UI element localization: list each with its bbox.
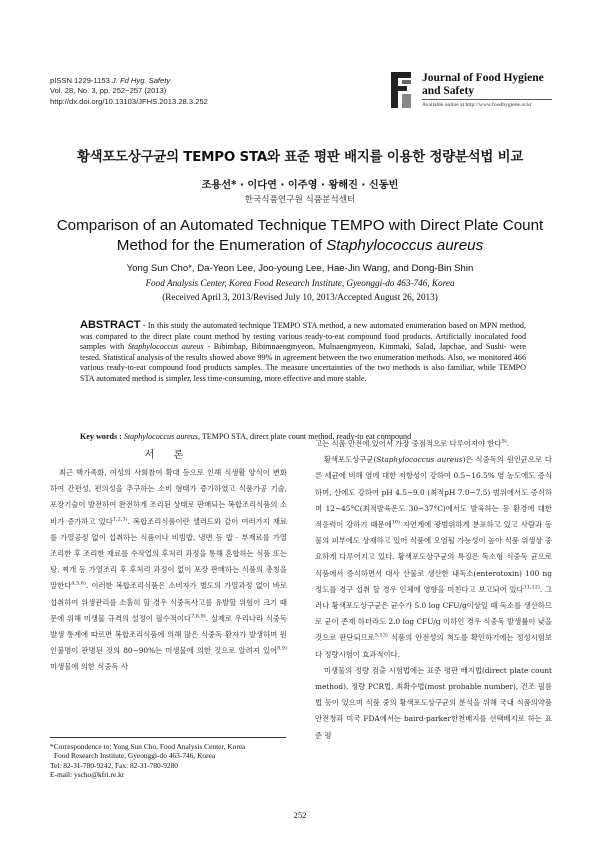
korean-title: 황색포도상구균의 TEMPO STA와 표준 평판 배지를 이용한 정량분석법 비교	[76, 150, 524, 165]
citation: 11,12)	[523, 584, 540, 591]
logo-url[interactable]: Available online at http://www.foodhygiene.or.kr	[422, 102, 532, 108]
journal-logo-icon	[388, 70, 416, 110]
english-authors: Yong Sun Cho*, Da-Yeon Lee, Joo-young Lee, Hae-Jin Wang, and Dong-Bin Shin	[126, 263, 474, 274]
citation: 5)	[501, 438, 507, 445]
body-column-right	[315, 436, 552, 766]
citation: 10)	[391, 519, 401, 526]
paragraph: 고는 식품 안전에 있어서 가장 중점적으로 다루어져야 한다$^{5)}$.	[315, 438, 510, 448]
volume-line: Vol. 28, No. 3, pp. 252~257 (2013)	[50, 86, 167, 96]
keywords: Key words : Staphylococcus aureus, TEMPO STA, direct plate count method, ready-to eat compound	[80, 432, 412, 441]
korean-affiliation: 한국식품연구원 식품분석센터	[244, 195, 356, 205]
journal-logo	[388, 70, 558, 120]
footnote-divider	[50, 737, 286, 738]
korean-authors: 조용선* · 이다연 · 이주영 · 왕해진 · 신동빈	[201, 180, 399, 191]
paragraph: 최근 핵가족화, 여성의 사회참여 확대 등으로 인해 식생활 양식이 변화하여 간편성, 편의성을 추구하는 소비 형태가 증가하였고 식품가공 기술, 포장기술이 발전하여 완전하게 조리된 상태로 판매되는 복합조리식품의 소비가 증가하고 있다$^{1,2,3)}$. 복합조리식품이란 샐러드와 같이 여러가지 재료를 가열공정 없이 섭취하는 식품이나 비빔밥, 냉면 등 밥 · 부재료를 가열 조리한 후 조리한 재료를 수작업의 후처리 과정을 통해 혼합하는 식품 또는 탕, 찌개 등 가열조리 후 후처리 과정이 없이 포장 판매하는 식품의 총칭을 말한다$^{4,5,6)}$. 이러한 복합조리식품은 소비자가 별도의 가열과정 없이 바로 섭취하여 위생관리를 소홀히 할 경우 식중독사고를 유발할 위험이 크기 때문에 위해 미생물 규격의 설정이 필수적이다$^{7,8,9)}$. 실제로 우리나라 식중독 발생 통계에 따르면 복합조리식품에 의해 많은 식중독 환자가 발생하며 원인불명이 판명된 것의 80~90%는 미생물에 의한 것으로 알려져 있어$^{8,9)}$ 미생물에 의한 식중독 사	[50, 468, 287, 672]
received-dates: (Received April 3, 2013/Revised July 10, 2013/Accepted August 26, 2013)	[162, 292, 438, 302]
logo-divider	[422, 99, 552, 100]
page-number: 252	[293, 810, 307, 820]
doi-link[interactable]: http://dx.doi.org/10.13103/JFHS.2013.28.3.252	[50, 96, 208, 106]
abstract: ABSTRACT - In this study the automated technique TEMPO STA method, a new automated enumeration based on MPN method, was compared to the direct plate count method by testing various ready-to-eat compound food products. Artificially inoculated food samples with Staphylococcus aureus - Bibimbap, Bibimnaengmyeon, Mulnaengmyeon, Kimmaki, Salad, Japchae, and Sushi- were tested. Statistical analysis of the results showed above 99% in agreement between the two enumeration methods. Also, we monitored 466 various ready-to-eat compound food products samples. The measure uncertainties of the two methods is also familiar, while TEMPO STA automated method is simpler, less time-consuming, more effective and more stable.	[80, 319, 527, 383]
abstract-heading: ABSTRACT	[80, 319, 141, 331]
paragraph: 미생물의 정량 검출 시험법에는 표준 평판 배지법(direct plate count method), 정량 PCR법, 최확수법(most probable number), 건조 필름법 등이 있으며 식품 중의 황색포도상구균의 분석을 위해 국내 식품의약품안전청과 미국 FDA에서는 baird-parker한천배지를 선택배지로 하는 표준 평	[315, 665, 552, 740]
body-column-left	[50, 465, 287, 713]
section-heading-introduction: 서 론	[144, 450, 192, 461]
correspondence-footnote: *Correspondence to: Yong Sun Cho, Food Analysis Center, Korea Food Research Institute, Gyeonggi-do 463-746, Korea Tel: 82-31-780-9242, Fax: 82-31-780-9280 E-mail: yscho@kfri.re.kr	[50, 742, 290, 780]
english-affiliation: Food Analysis Center, Korea Food Research Institute, Gyeonggi-do 463-746, Korea	[145, 278, 455, 288]
keywords-label: Key words :	[80, 432, 124, 441]
pissn-line: pISSN 1229-1153 J. Fd Hyg. Safety	[50, 76, 171, 85]
citation: 4,5,6)	[71, 580, 86, 587]
email[interactable]: E-mail: yscho@kfri.re.kr	[50, 770, 125, 780]
journal-meta	[50, 76, 208, 107]
english-title: Comparison of an Automated Technique TEMPO with Direct Plate Count Method for the Enumeration of Staphylococcus aureus	[56, 217, 544, 254]
paragraph: 황색포도상구균(Staphylococcus aureus)은 식중독의 원인균으로 다른 세균에 비해 염에 대한 저항성이 강하여 0.5~16.5% 염 농도에도 증식하며, 산에도 강하여 pH 4.5~9.0 (최적pH 7.0~7.5) 범위에서도 증식하며 12~45°C(최적발육온도 30~37°C)에서도 발육하는 등 환경에 대한 적응력이 강하기 때문에$^{10)}$ 자연계에 광범위하게 분포하고 있고 사람과 동물의 피부에도 상재하고 있어 식품에 오염될 가능성이 높아 식품 위생상 중요하게 다루어지고 있다. 황색포도상구균의 특징은 독소형 식중독 균으로 식품에서 증식하면서 대사 산물로 생산한 내독소(enterotoxin) 100 ng 정도를 경구 섭취 할 경우 인체에 영향을 미친다고 보고되어 있다$^{11,12)}$. 그러나 황색포도상구균은 균수가 5.0 log CFU/g이상일 때 독소를 생산하므로 균이 존재 하더라도 2.0 log CFU/g 이하인 경우 식중독 발생률이 낮을 것으로 판단되므로$^{5,13)}$ 식품의 안전성의 척도를 확인하기에는 정성시험보다 정량시험이 효과적이다.	[315, 455, 552, 659]
citation: 7,8,9)	[191, 613, 206, 620]
logo-title: Journal of Food Hygiene and Safety	[422, 72, 544, 98]
journal-abbrev: J. Fd Hyg. Safety	[111, 76, 171, 85]
citation: 1,2,3)	[112, 516, 128, 523]
citation: 8,9)	[277, 645, 287, 652]
citation: 5,13)	[374, 633, 388, 639]
